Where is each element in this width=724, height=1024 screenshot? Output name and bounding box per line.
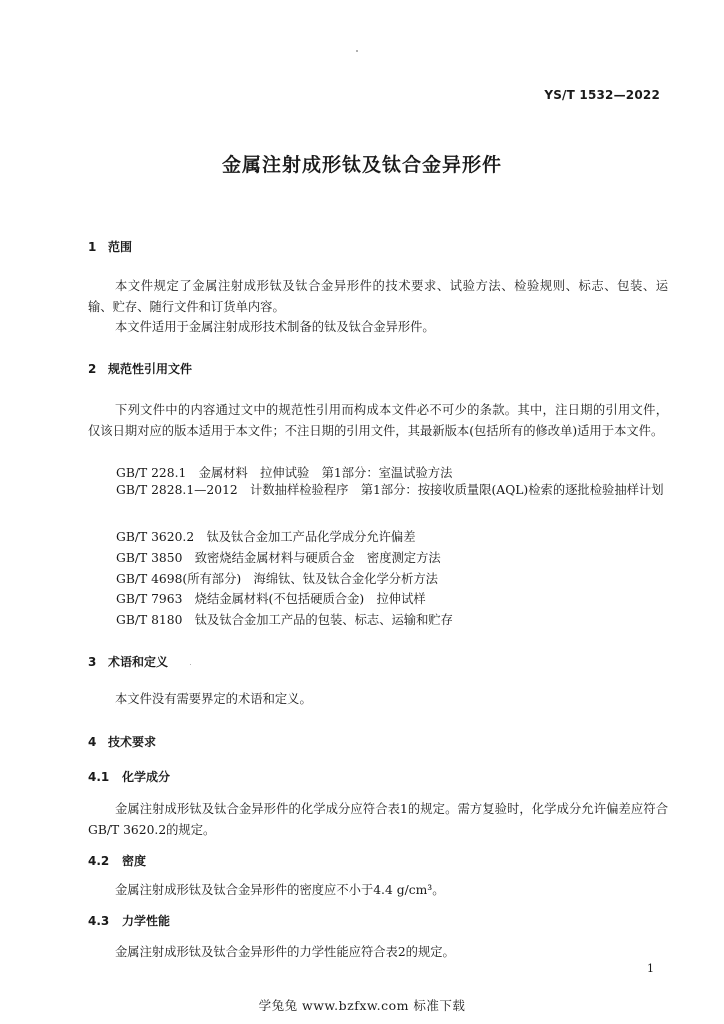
reference-item	[116, 548, 441, 566]
reference-title: 金属材料 拉伸试验 第1部分：室温试验方法	[198, 466, 453, 480]
reference-title: 钛及钛合金加工产品化学成分允许偏差	[206, 530, 416, 544]
section-number: 1	[88, 240, 97, 254]
watermark-footer: 学兔兔 www.bzfxw.com 标准下载	[258, 998, 466, 1013]
section-title: 技术要求	[108, 735, 157, 749]
reference-title: 钛及钛合金加工产品的包装、标志、运输和贮存	[194, 613, 453, 627]
reference-item	[116, 589, 426, 607]
section-3-heading	[88, 653, 168, 670]
reference-title: 致密烧结金属材料与硬质合金 密度测定方法	[194, 551, 441, 565]
reference-code: GB/T 8180	[116, 613, 183, 627]
section-title: 术语和定义	[108, 655, 169, 669]
section-1-paragraph-2: 本文件适用于金属注射成形技术制备的钛及钛合金异形件。	[115, 320, 435, 334]
section-2-heading	[88, 360, 192, 377]
subsection-title: 化学成分	[122, 770, 171, 784]
reference-item	[116, 527, 416, 545]
section-title: 规范性引用文件	[108, 362, 193, 376]
subsection-4-3-heading	[88, 912, 170, 929]
reference-title: 烧结金属材料(不包括硬质合金) 拉伸试样	[194, 592, 426, 606]
section-2-intro: 下列文件中的内容通过文中的规范性引用而构成本文件必不可少的条款。其中，注日期的引用文件，仅该日期对应的版本适用于本文件；不注日期的引用文件，其最新版本(包括所有的修改单)适用于本文件。	[88, 403, 668, 438]
reference-item	[116, 610, 453, 628]
reference-item	[116, 463, 452, 481]
reference-title: 计数抽样检验程序 第1部分：按接收质量限(AQL)检索的逐批检验抽样计划	[250, 483, 664, 497]
standard-code: YS/T 1532—2022	[544, 88, 660, 102]
subsection-number: 4.1	[88, 770, 110, 784]
reference-code: GB/T 3850	[116, 551, 183, 565]
section-number: 3	[88, 655, 97, 669]
reference-item	[88, 480, 668, 501]
scan-speck	[190, 664, 191, 665]
reference-item	[116, 569, 438, 587]
subsection-4-1-paragraph: 金属注射成形钛及钛合金异形件的化学成分应符合表1的规定。需方复验时，化学成分允许偏差应符合GB/T 3620.2的规定。	[88, 802, 668, 837]
document-title: 金属注射成形钛及钛合金异形件	[221, 154, 502, 176]
subsection-4-1-heading	[88, 768, 170, 785]
subsection-4-2-paragraph: 金属注射成形钛及钛合金异形件的密度应不小于4.4 g/cm³。	[115, 883, 445, 897]
section-3-paragraph: 本文件没有需要界定的术语和定义。	[115, 692, 312, 706]
section-1-paragraph-1: 本文件规定了金属注射成形钛及钛合金异形件的技术要求、试验方法、检验规则、标志、包装、运输、贮存、随行文件和订货单内容。	[88, 279, 668, 314]
reference-code: GB/T 4698(所有部分)	[116, 572, 242, 586]
subsection-4-3-paragraph: 金属注射成形钛及钛合金异形件的力学性能应符合表2的规定。	[115, 945, 455, 959]
subsection-title: 密度	[122, 854, 147, 868]
subsection-number: 4.3	[88, 914, 110, 928]
page-number: 1	[647, 962, 654, 975]
subsection-title: 力学性能	[122, 914, 171, 928]
reference-code: GB/T 2828.1—2012	[116, 483, 238, 497]
section-4-heading	[88, 733, 156, 750]
section-number: 4	[88, 735, 97, 749]
subsection-number: 4.2	[88, 854, 110, 868]
scan-speck	[356, 50, 358, 52]
reference-code: GB/T 7963	[116, 592, 183, 606]
section-title: 范围	[108, 240, 133, 254]
section-number: 2	[88, 362, 97, 376]
section-1-heading	[88, 238, 132, 255]
subsection-4-2-heading	[88, 852, 146, 869]
reference-code: GB/T 3620.2	[116, 530, 195, 544]
reference-code: GB/T 228.1	[116, 466, 187, 480]
reference-title: 海绵钛、钛及钛合金化学分析方法	[253, 572, 438, 586]
